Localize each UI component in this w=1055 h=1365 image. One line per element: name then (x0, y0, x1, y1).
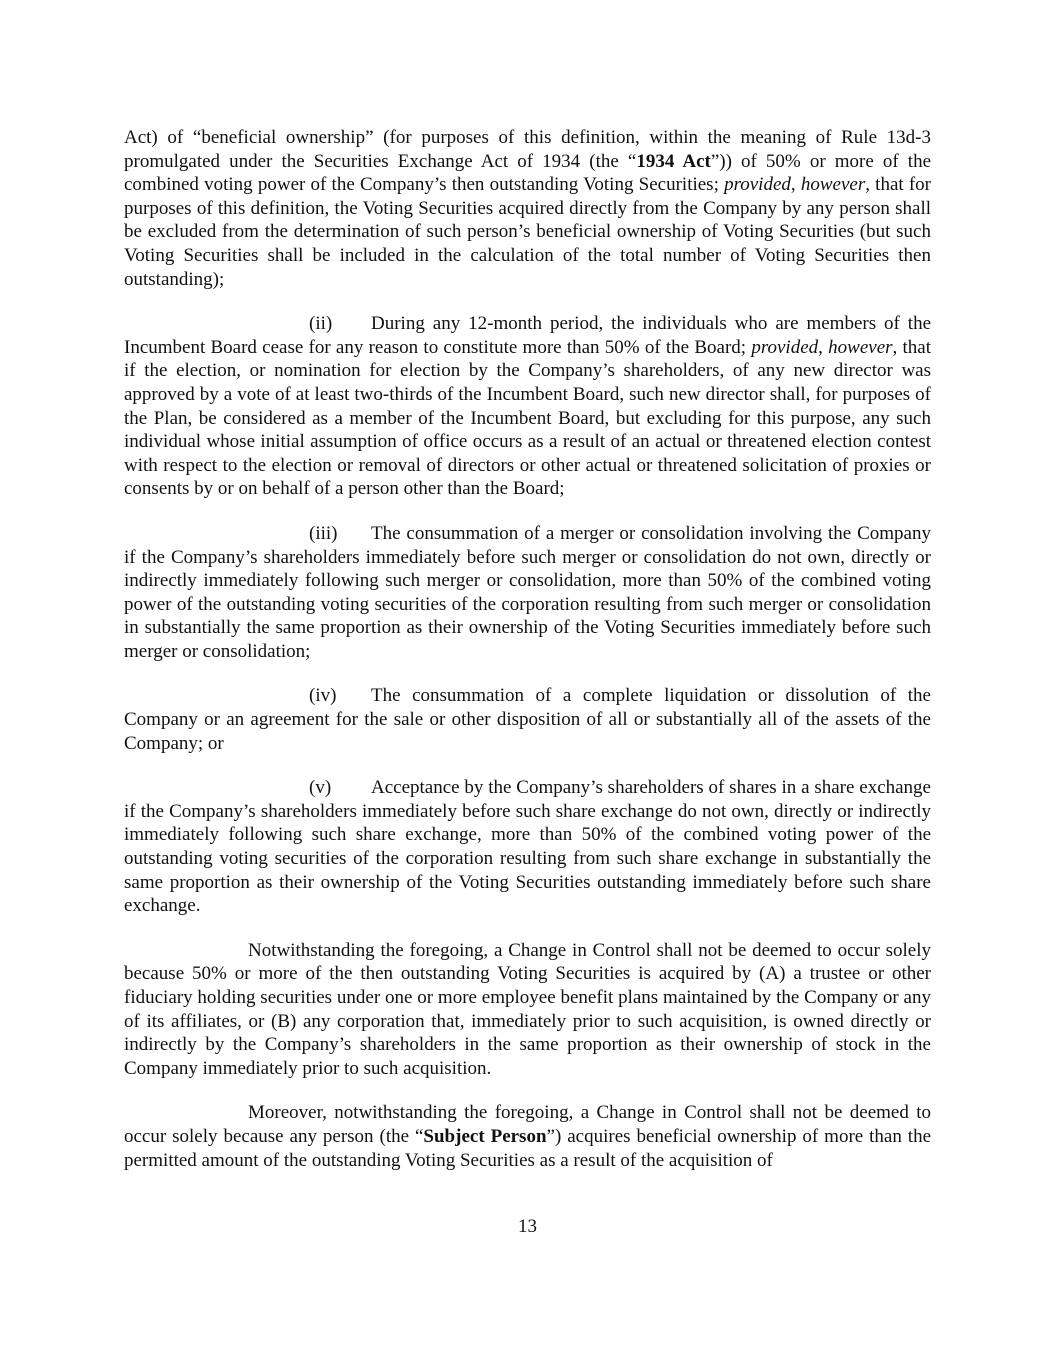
italic-provided: provided (724, 174, 791, 196)
para1-text-4: , that for purposes of this definition, the Voting Securities acquired directly from the Company by any person shall be excluded from the determination of such person’s beneficial ownership of Voting Securities (but such Voting Securities shall be included in the calculation of the total number of Voting Securities then outstanding); (124, 174, 932, 290)
para1-text-3: , (790, 174, 801, 196)
clause-v-paragraph (124, 776, 931, 918)
notwithstanding-paragraph (124, 939, 931, 1081)
clause-iv-paragraph (124, 684, 931, 755)
clause-ii-italic-provided: provided (751, 336, 819, 358)
clause-iii-number: (iii) (309, 522, 338, 544)
clause-ii-paragraph (124, 312, 931, 501)
moreover-text-1: Moreover, notwithstanding the foregoing, a Change in Control shall not be deemed to occur solely because any person (the “ (124, 1102, 931, 1147)
document-page (124, 126, 931, 1193)
clause-ii-text-2: , (818, 336, 829, 358)
para1-text-1: Act) of “beneficial ownership” (for purposes of this definition, within the meaning of Rule 13d-3 promulgated under the Securities Exchange Act of 1934 (the “ (124, 127, 931, 172)
clause-iv-text: The consummation of a complete liquidation or dissolution of the Company or an agreement for the sale or other disposition of all or substantially all of the assets of the Company; or (124, 685, 931, 754)
para1-text-2: ”)) of 50% or more of the combined voting power of the Company’s then outstanding Voting Securities; (124, 150, 932, 196)
italic-however: however (800, 174, 866, 196)
clause-iii-paragraph (124, 522, 931, 664)
clause-iii-text: The consummation of a merger or consolidation involving the Company if the Company’s shareholders immediately before such merger or consolidation do not own, directly or indirectly immediately following such merger or consolidation, more than 50% of the combined voting power of the outstanding voting securities of the corporation resulting from such merger or consolidation in substantially the same proportion as their ownership of the Voting Securities immediately before such merger or consolidation; (124, 522, 931, 662)
clause-v-number: (v) (309, 777, 332, 799)
defined-term-subject-person: Subject Person (423, 1125, 547, 1147)
clause-ii-text-1: During any 12-month period, the individuals who are members of the Incumbent Board cease for any reason to constitute more than 50% of the Board; (124, 313, 931, 358)
notwithstanding-text: Notwithstanding the foregoing, a Change in Control shall not be deemed to occur solely because 50% or more of the then outstanding Voting Securities is acquired by (A) a trustee or other fiduciary holding securities under one or more employee benefit plans maintained by the Company or any of its affiliates, or (B) any corporation that, immediately prior to such acquisition, is owned directly or indirectly by the Company’s shareholders in the same proportion as their ownership of stock in the Company immediately prior to such acquisition. (124, 939, 931, 1079)
clause-ii-number: (ii) (309, 313, 333, 335)
clause-ii-italic-however: however (828, 336, 893, 358)
page-number: 13 (518, 1216, 537, 1237)
clause-v-text: Acceptance by the Company’s shareholders of shares in a share exchange if the Company’s shareholders immediately before such share exchange do not own, directly or indirectly immediately following such share exchange, more than 50% of the combined voting power of the outstanding voting securities of the corporation resulting from such share exchange in substantially the same proportion as their ownership of the Voting Securities outstanding immediately before such share exchange. (124, 777, 931, 917)
moreover-text-2: ”) acquires beneficial ownership of more than the permitted amount of the outstanding Voting Securities as a result of the acquisition of (124, 1125, 932, 1171)
defined-term-1934-act: 1934 Act (636, 150, 711, 172)
definition-continuation-paragraph (124, 126, 931, 291)
clause-iv-number: (iv) (309, 685, 337, 707)
moreover-paragraph (124, 1101, 931, 1172)
clause-ii-text-3: , that if the election, or nomination for election by the Company’s shareholders, of any new director was approved by a vote of at least two-thirds of the Incumbent Board, such new director shall, for purposes of the Plan, be considered as a member of the Incumbent Board, but excluding for this purpose, any such individual whose initial assumption of office occurs as a result of an actual or threatened election contest with respect to the election or removal of directors or other actual or threatened solicitation of proxies or consents by or on behalf of a person other than the Board; (124, 336, 932, 500)
